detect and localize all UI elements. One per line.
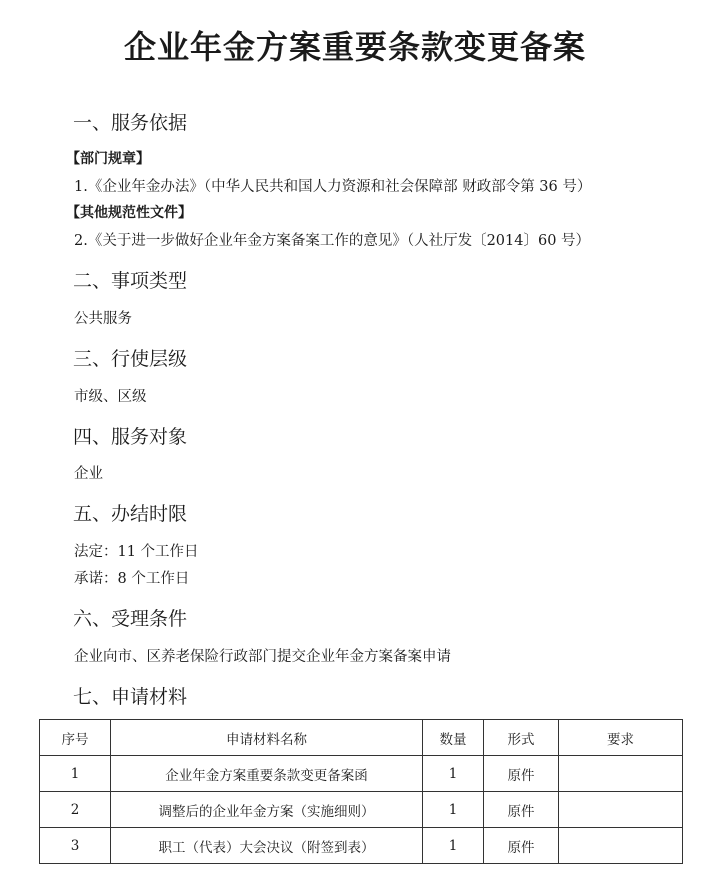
- level-text: 市级、区级: [74, 389, 147, 405]
- cell-form: 原件: [484, 792, 559, 828]
- basis-group-label-regulations: 【部门规章】: [66, 151, 150, 167]
- conditions-text: 企业向市、区养老保险行政部门提交企业年金方案备案申请: [74, 649, 451, 665]
- section-heading-materials: 七、申请材料: [73, 686, 188, 708]
- basis-item-1: 1.《企业年金办法》（中华人民共和国人力资源和社会保障部 财政部令第 36 号）: [74, 179, 592, 195]
- table-row: [40, 828, 683, 864]
- column-header: 要求: [559, 720, 683, 756]
- section-heading-conditions: 六、受理条件: [73, 608, 188, 630]
- table-row: [40, 756, 683, 792]
- section-heading-time-limit: 五、办结时限: [73, 503, 188, 525]
- basis-item-2: 2.《关于进一步做好企业年金方案备案工作的意见》（人社厅发〔2014〕60 号）: [74, 233, 591, 249]
- time-limit-legal: 法定：11 个工作日: [74, 544, 199, 560]
- cell-form: 原件: [484, 828, 559, 864]
- cell-quantity: 1: [423, 756, 484, 792]
- cell-quantity: 1: [423, 828, 484, 864]
- column-header: 数量: [423, 720, 484, 756]
- table-header-row: [40, 720, 683, 756]
- cell-index: 3: [40, 828, 111, 864]
- cell-form: 原件: [484, 756, 559, 792]
- cell-requirement: [559, 828, 683, 864]
- cell-requirement: [559, 756, 683, 792]
- section-heading-level: 三、行使层级: [73, 348, 188, 370]
- cell-material-name: 职工（代表）大会决议（附签到表）: [111, 828, 423, 864]
- cell-material-name: 调整后的企业年金方案（实施细则）: [111, 792, 423, 828]
- basis-group-label-other: 【其他规范性文件】: [66, 205, 192, 221]
- materials-table: [39, 719, 683, 864]
- table-row: [40, 792, 683, 828]
- column-header: 形式: [484, 720, 559, 756]
- section-heading-basis: 一、服务依据: [73, 112, 188, 134]
- cell-material-name: 企业年金方案重要条款变更备案函: [111, 756, 423, 792]
- column-header: 申请材料名称: [111, 720, 423, 756]
- target-text: 企业: [74, 466, 103, 482]
- type-text: 公共服务: [74, 311, 132, 327]
- column-header: 序号: [40, 720, 111, 756]
- cell-index: 1: [40, 756, 111, 792]
- section-heading-target: 四、服务对象: [73, 426, 188, 448]
- cell-quantity: 1: [423, 792, 484, 828]
- page-title: 企业年金方案重要条款变更备案: [123, 28, 586, 66]
- cell-requirement: [559, 792, 683, 828]
- time-limit-promise: 承诺：8 个工作日: [74, 571, 190, 587]
- cell-index: 2: [40, 792, 111, 828]
- section-heading-type: 二、事项类型: [73, 270, 188, 292]
